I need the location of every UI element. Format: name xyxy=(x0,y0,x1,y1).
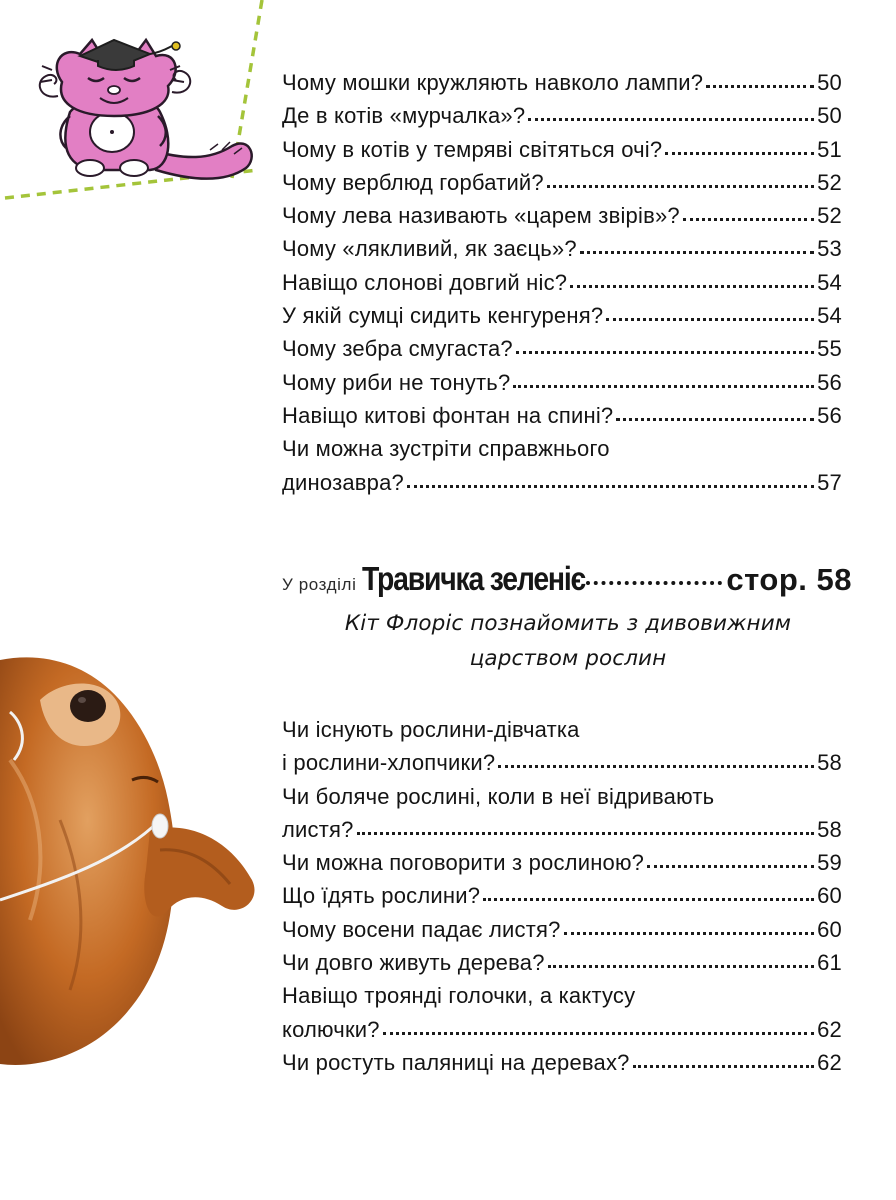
leader-dots xyxy=(498,762,814,768)
toc-entry-page: 61 xyxy=(817,950,842,976)
leader-dots xyxy=(616,415,814,421)
leader-dots xyxy=(683,215,814,221)
toc-entry-page: 54 xyxy=(817,269,842,295)
toc-entry-page: 55 xyxy=(817,336,842,362)
leader-dots xyxy=(706,82,814,88)
toc-entry-page: 51 xyxy=(817,136,842,162)
cat-illustration xyxy=(40,40,252,179)
toc-entry-title: Чому зебра смугаста? xyxy=(282,336,513,362)
toc-entry-title: Чому мошки кружляють навколо лампи? xyxy=(282,70,704,95)
toc-entry-title-line1: Чи існують рослини-дівчатка xyxy=(282,717,580,742)
toc-entry xyxy=(282,913,842,946)
toc-entry-title: Чому лева називають «царем звірів»? xyxy=(282,203,680,229)
toc-entry-title-line1: Навіщо троянді голочки, а кактусу xyxy=(282,983,636,1009)
toc-entry xyxy=(282,1013,842,1046)
toc-entry-page: 52 xyxy=(817,169,842,195)
toc-entry-title: листя? xyxy=(282,816,354,842)
toc-entry xyxy=(282,66,842,99)
toc-entry xyxy=(282,99,842,132)
chapter-title: Травичка зеленіє xyxy=(362,560,586,597)
toc-entry-page: 56 xyxy=(817,402,842,428)
toc-entry xyxy=(282,332,842,365)
toc-entry xyxy=(282,879,842,912)
leader-dots xyxy=(383,1029,814,1035)
toc-entry-page: 50 xyxy=(817,103,842,129)
toc-entry-title: Що їдять рослини? xyxy=(282,883,481,909)
toc-entry-page: 62 xyxy=(817,1049,842,1075)
chapter-leader-dots xyxy=(586,578,723,585)
leader-dots xyxy=(633,1062,815,1068)
leader-dots xyxy=(606,315,814,321)
leader-dots xyxy=(528,115,814,121)
toc-entry xyxy=(282,746,842,779)
toc-entry-first-line xyxy=(282,432,842,465)
toc-entry-title-line1: Чи можна зустріти справжнього xyxy=(282,436,610,462)
toc-entry xyxy=(282,299,842,332)
toc-entry-title-line1: Чи боляче рослині, коли в неї відривають xyxy=(282,783,715,809)
toc-entry-title: У якій сумці сидить кенгуреня? xyxy=(282,303,604,329)
toc-entry-page: 58 xyxy=(817,750,842,776)
chapter-subtitle xyxy=(270,606,866,676)
toc-entry-title: динозавра? xyxy=(282,469,404,495)
toc-entry-first-line xyxy=(282,713,842,746)
toc-entry xyxy=(282,366,842,399)
chapter-subtitle-line2: царством рослин xyxy=(469,646,667,671)
toc-entry-title: Чи можна поговорити з рослиною? xyxy=(282,850,645,876)
dog-photo xyxy=(0,657,255,1065)
chapter-heading xyxy=(282,560,852,598)
toc-entry-page: 56 xyxy=(817,369,842,395)
toc-entry-title: Чому восени падає листя? xyxy=(282,916,561,942)
toc-entry xyxy=(282,1046,842,1079)
leader-dots xyxy=(516,348,814,354)
toc-entry-title: колючки? xyxy=(282,1016,380,1042)
toc-entry xyxy=(282,133,842,166)
toc-entry-page: 52 xyxy=(817,203,842,229)
toc-entry-title: Чому «лякливий, як заєць»? xyxy=(282,236,577,262)
toc-entry-title: Чому в котів у темряві світяться очі? xyxy=(282,136,663,162)
leader-dots xyxy=(547,182,814,188)
leader-dots xyxy=(570,282,814,288)
toc-entry xyxy=(282,399,842,432)
chapter-subtitle-line1: Кіт Флоріс познайомить з дивовижним xyxy=(344,611,792,636)
toc-entry-page: 59 xyxy=(817,850,842,876)
toc-entry-page: 62 xyxy=(817,1016,842,1042)
toc-entry-first-line xyxy=(282,780,842,813)
toc-section-animals xyxy=(282,66,842,499)
toc-entry-page: 58 xyxy=(817,816,842,842)
toc-section-plants xyxy=(282,713,842,1079)
toc-entry xyxy=(282,266,842,299)
leader-dots xyxy=(580,248,814,254)
toc-entry xyxy=(282,946,842,979)
toc-entry-page: 60 xyxy=(817,916,842,942)
toc-entry-page: 60 xyxy=(817,883,842,909)
toc-entry xyxy=(282,813,842,846)
toc-entry-title: Навіщо слонові довгий ніс? xyxy=(282,269,568,295)
toc-entry-title: і рослини-хлопчики? xyxy=(282,750,496,776)
toc-entry xyxy=(282,199,842,232)
chapter-prefix: У розділі xyxy=(282,575,357,594)
toc-entry-first-line xyxy=(282,979,842,1012)
toc-entry-title: Чому верблюд горбатий? xyxy=(282,169,544,195)
toc-entry-page: 50 xyxy=(817,70,842,95)
leader-dots xyxy=(407,482,814,488)
toc-entry-title: Навіщо китові фонтан на спині? xyxy=(282,402,614,428)
toc-entry-page: 53 xyxy=(817,236,842,262)
leader-dots xyxy=(647,862,814,868)
chapter-page: стор. 58 xyxy=(726,562,852,597)
leader-dots xyxy=(513,382,814,388)
toc-entry-page: 57 xyxy=(817,469,842,495)
leader-dots xyxy=(483,895,814,901)
toc-entry xyxy=(282,166,842,199)
toc-entry xyxy=(282,232,842,265)
toc-entry-title: Чи ростуть паляниці на деревах? xyxy=(282,1049,630,1075)
leader-dots xyxy=(564,929,815,935)
toc-entry xyxy=(282,846,842,879)
leader-dots xyxy=(357,829,815,835)
leader-dots xyxy=(665,149,814,155)
toc-entry-title: Чи довго живуть дерева? xyxy=(282,950,545,976)
toc-entry-page: 54 xyxy=(817,303,842,329)
leader-dots xyxy=(548,962,814,968)
toc-entry-title: Чому риби не тонуть? xyxy=(282,369,511,395)
toc-entry-title: Де в котів «мурчалка»? xyxy=(282,103,526,129)
toc-entry xyxy=(282,466,842,499)
